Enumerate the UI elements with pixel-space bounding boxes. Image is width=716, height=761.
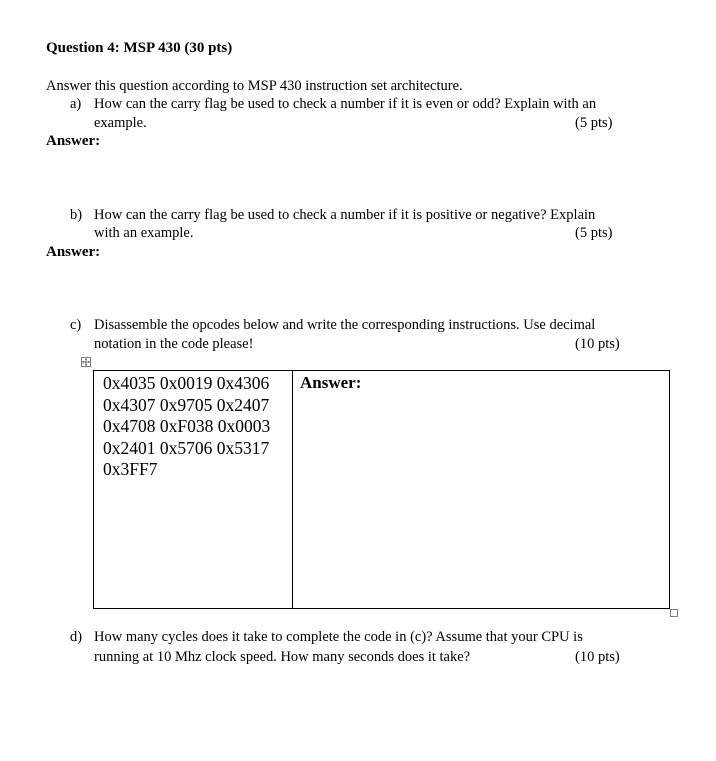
question-intro: Answer this question according to MSP 430 instruction set architecture.	[46, 78, 463, 94]
part-b-letter: b)	[70, 207, 83, 223]
part-a-line2: example.	[94, 115, 147, 131]
opcode-line: 0x2401 0x5706 0x5317	[103, 437, 270, 458]
part-a-letter: a)	[70, 96, 82, 112]
part-b-points: (5 pts)	[575, 225, 613, 241]
part-a-points: (5 pts)	[575, 115, 613, 131]
part-c-points: (10 pts)	[575, 336, 620, 352]
opcode-cell[interactable]	[94, 371, 293, 609]
part-c-line2: notation in the code please!	[94, 336, 254, 352]
answer-cell-header: Answer:	[300, 373, 362, 392]
part-b-line2: with an example.	[94, 225, 194, 241]
answer-cell[interactable]	[293, 371, 670, 609]
part-a-answer-label: Answer:	[46, 133, 101, 149]
part-d-line1: How many cycles does it take to complete the code in (c)? Assume that your CPU is	[94, 629, 583, 645]
part-d-line2: running at 10 Mhz clock speed. How many seconds does it take?	[94, 649, 471, 665]
opcode-line: 0x4708 0xF038 0x0003	[103, 416, 271, 436]
part-d-letter: d)	[70, 629, 83, 645]
part-b-answer-label: Answer:	[46, 244, 101, 260]
part-a-line1: How can the carry flag be used to check a number if it is even or odd? Explain with an	[94, 96, 597, 112]
part-c-letter: c)	[70, 317, 82, 333]
opcode-table	[93, 370, 670, 609]
part-c-line1: Disassemble the opcodes below and write the corresponding instructions. Use decimal	[94, 317, 596, 333]
part-b-line1: How can the carry flag be used to check a number if it is positive or negative? Explain	[94, 207, 596, 223]
table-resize-handle-icon[interactable]	[670, 609, 678, 617]
question-title: Question 4: MSP 430 (30 pts)	[46, 40, 233, 56]
part-d-points: (10 pts)	[575, 649, 620, 665]
opcode-line: 0x4035 0x0019 0x4306	[103, 373, 270, 393]
table-move-handle-icon[interactable]	[81, 357, 91, 367]
opcode-line: 0x3FF7	[103, 459, 158, 479]
opcode-line: 0x4307 0x9705 0x2407	[103, 394, 270, 415]
